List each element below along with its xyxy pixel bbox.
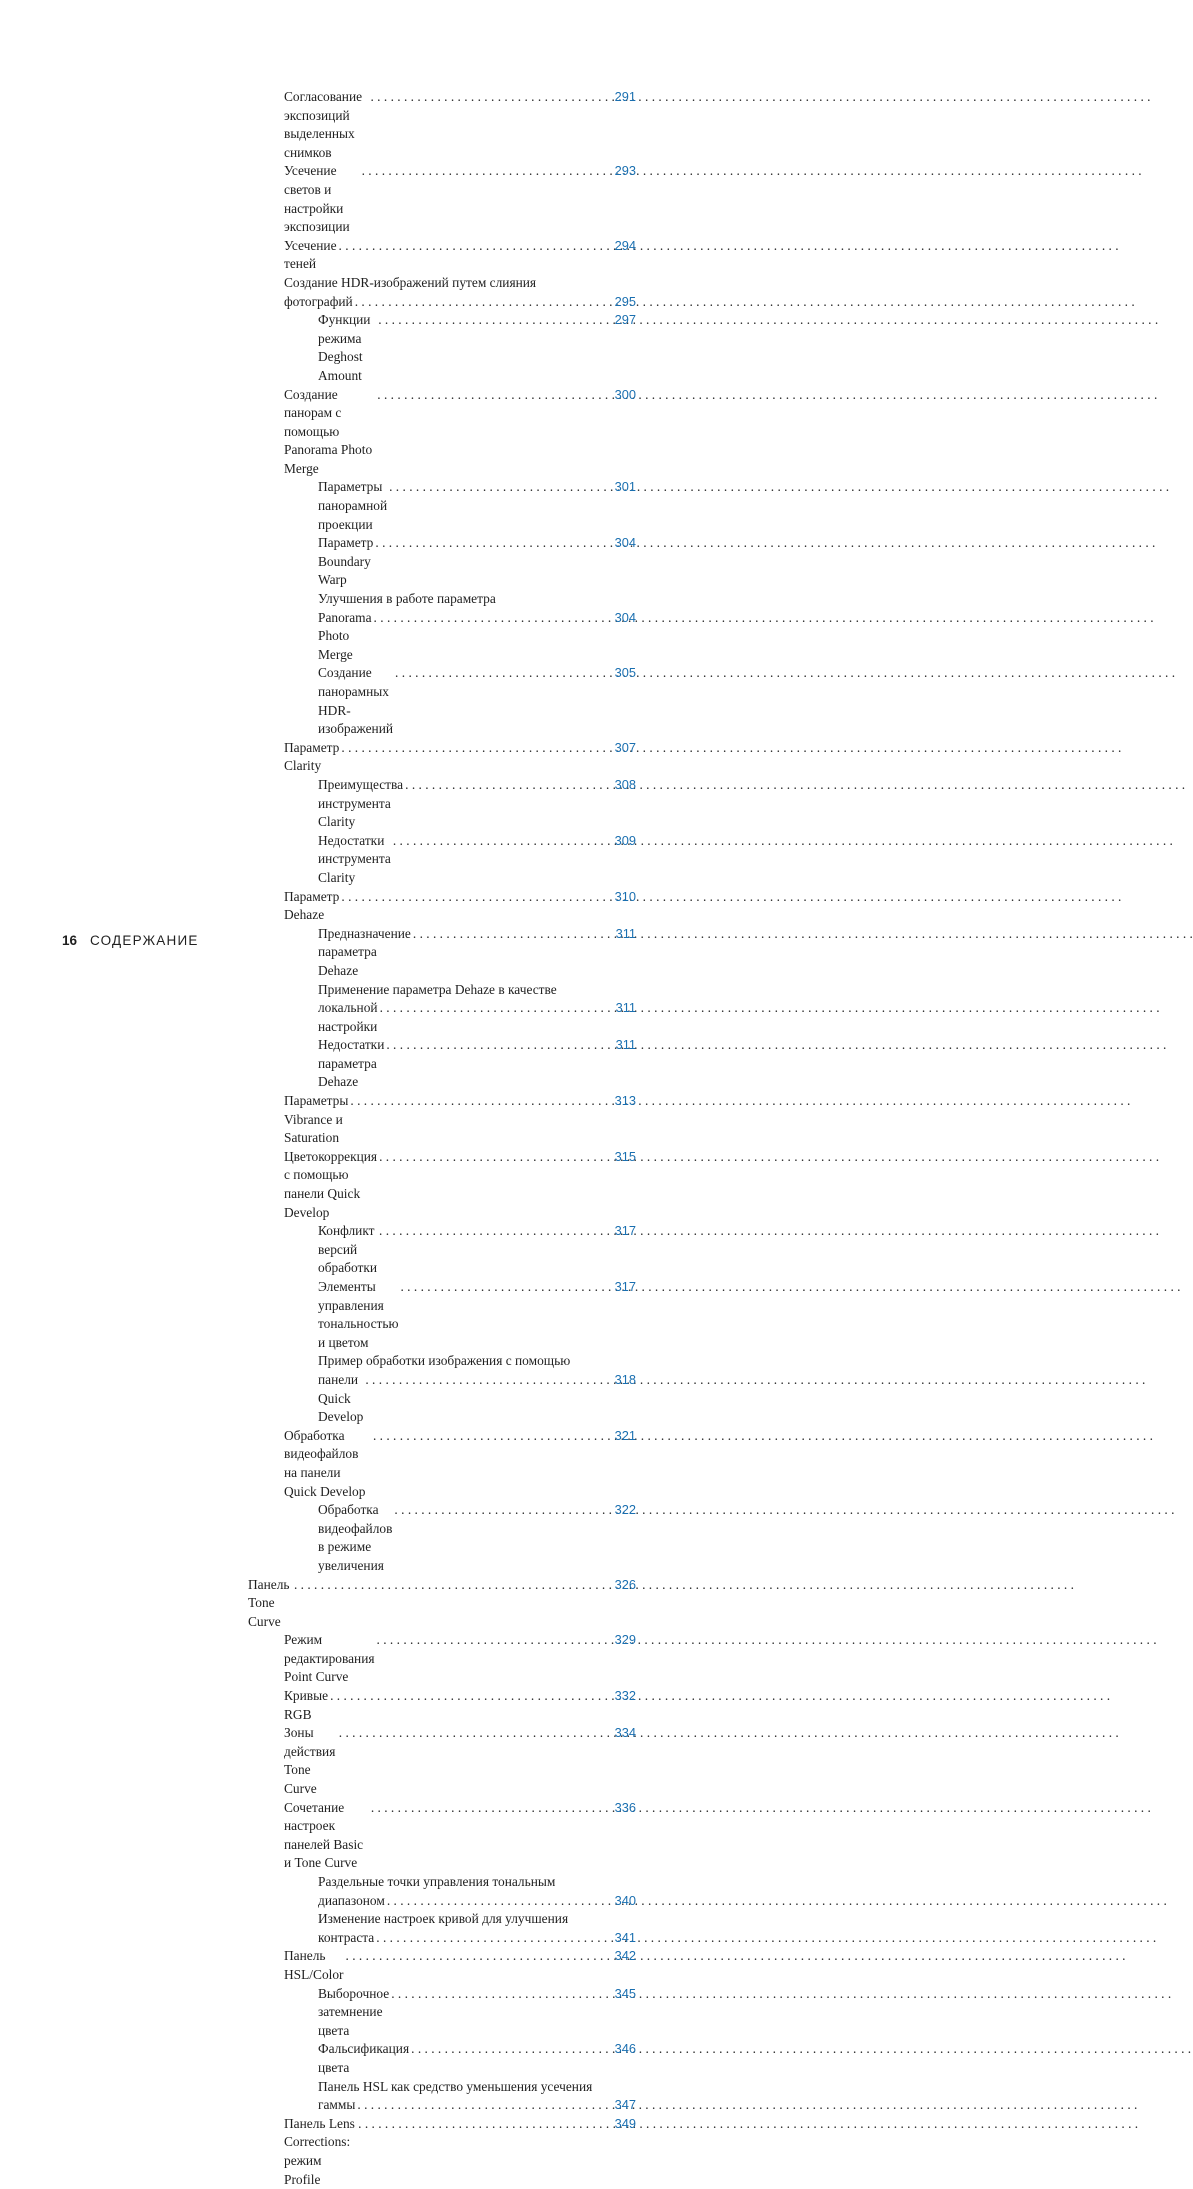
toc-entry-title: Панель Lens Corrections: режим Profile bbox=[284, 2115, 355, 2187]
toc-entry bbox=[248, 776, 636, 832]
toc-entry bbox=[248, 1501, 636, 1575]
toc-entry bbox=[248, 925, 636, 981]
dot-leader bbox=[341, 888, 612, 907]
dot-leader bbox=[294, 1576, 613, 1595]
toc-entry-title: Выборочное затемнение цвета bbox=[318, 1985, 390, 2038]
toc-page-number: 326 bbox=[614, 1576, 636, 1592]
toc-page-number: 295 bbox=[614, 293, 636, 309]
toc-entry-title: Согласование экспозиций выделенных снимков bbox=[284, 89, 363, 160]
toc-entry bbox=[248, 1427, 636, 1501]
toc-page-number: 334 bbox=[614, 1725, 636, 1741]
toc-entry bbox=[248, 1947, 636, 1984]
toc-page-number: 309 bbox=[614, 832, 636, 848]
toc-entry-title: Сочетание настроек панелей Basic и Tone Curve bbox=[284, 1799, 364, 1871]
toc-page-number: 342 bbox=[614, 1948, 636, 1964]
dot-leader bbox=[362, 162, 613, 181]
toc-page-number: 329 bbox=[614, 1632, 636, 1648]
dot-leader bbox=[355, 293, 613, 312]
toc-entry-title: Создание HDR-изображений путем слияния bbox=[284, 274, 537, 290]
toc-entry bbox=[248, 1576, 636, 1632]
toc-entry-title: Недостатки параметра Dehaze bbox=[318, 1037, 385, 1090]
toc-page-number: 341 bbox=[614, 1929, 636, 1945]
toc-entry bbox=[248, 386, 636, 479]
toc-entry-title-continued: панели Quick Develop bbox=[318, 1371, 364, 1425]
toc-entry-title: Параметр Clarity bbox=[284, 739, 340, 774]
toc-entry-title: Недостатки инструмента Clarity bbox=[318, 832, 391, 885]
dot-leader bbox=[400, 1278, 612, 1297]
toc-entry bbox=[248, 1687, 636, 1724]
toc-entry-title: Применение параметра Dehaze в качестве bbox=[318, 981, 557, 997]
dot-leader bbox=[339, 237, 613, 256]
toc-page-number: 346 bbox=[614, 2041, 636, 2057]
toc-entry bbox=[248, 981, 636, 1037]
toc-entry-title-continued: контраста bbox=[318, 1929, 375, 1945]
toc-page-number: 345 bbox=[614, 1985, 636, 2001]
toc-page-number: 321 bbox=[614, 1427, 636, 1443]
toc-entry-title: Панель HSL как средство уменьшения усечения bbox=[318, 2078, 593, 2094]
toc-entry bbox=[248, 1036, 636, 1092]
dot-leader bbox=[413, 925, 614, 944]
toc-entry bbox=[248, 1148, 636, 1222]
running-header: СОДЕРЖАНИЕ bbox=[89, 933, 199, 948]
toc-page-number: 301 bbox=[614, 479, 636, 495]
toc-entry bbox=[248, 1352, 636, 1426]
toc-entry-title: Элементы управления тональностью и цветом bbox=[318, 1279, 399, 1350]
dot-leader bbox=[395, 664, 613, 683]
toc-entry-title: Раздельные точки управления тональным bbox=[318, 1874, 556, 1889]
toc-entry-title: Функции режима Deghost Amount bbox=[318, 312, 371, 383]
dot-leader bbox=[411, 2040, 613, 2059]
toc-entry-title: Параметры панорамной проекции bbox=[318, 479, 388, 532]
toc-page-number: 317 bbox=[614, 1279, 636, 1294]
toc-entry-title: Изменение настроек кривой для улучшения bbox=[318, 1911, 569, 1927]
dot-leader bbox=[394, 1501, 612, 1520]
toc-page-number: 347 bbox=[614, 2097, 636, 2113]
toc-page-number: 336 bbox=[614, 1799, 636, 1815]
toc-entry-title-continued: локальной настройки bbox=[318, 1000, 378, 1034]
toc-entry bbox=[248, 1092, 636, 1148]
toc-page-number: 294 bbox=[614, 237, 636, 253]
toc-entry-title: Предназначение параметра Dehaze bbox=[318, 925, 411, 978]
toc-entry-title: Создание панорам с помощью Panorama Photo Merge bbox=[284, 386, 373, 476]
toc-entry-title: Цветокоррекция с помощью панели Quick Develop bbox=[284, 1148, 378, 1220]
toc-entry-title: Пример обработки изображения с помощью bbox=[318, 1353, 571, 1369]
toc-page-number: 304 bbox=[614, 609, 636, 625]
dot-leader bbox=[376, 1929, 612, 1948]
toc-page-number: 300 bbox=[614, 386, 636, 402]
page-number: 16 bbox=[62, 933, 78, 948]
toc-page-number: 311 bbox=[615, 925, 636, 941]
toc-entry-title: Панель Tone Curve bbox=[248, 1576, 290, 1629]
dot-leader bbox=[377, 386, 612, 405]
dot-leader bbox=[386, 1036, 613, 1055]
toc-entry-title: Обработка видеофайлов на панели Quick Develop bbox=[284, 1427, 366, 1499]
toc-entry bbox=[248, 2040, 636, 2077]
toc-page-number: 311 bbox=[615, 1000, 636, 1016]
toc-page-number: 313 bbox=[614, 1093, 636, 1109]
toc-entry-title: Панель HSL/Color bbox=[284, 1948, 344, 1982]
dot-leader bbox=[375, 534, 612, 553]
toc-entry bbox=[248, 2115, 636, 2189]
dot-leader bbox=[346, 1947, 613, 1966]
toc-page-number: 315 bbox=[614, 1148, 636, 1164]
toc-entry-title: Кривые RGB bbox=[284, 1688, 329, 1722]
toc-entry-title: Конфликт версий обработки bbox=[318, 1223, 378, 1276]
toc-entry bbox=[248, 1985, 636, 2041]
dot-leader bbox=[379, 1148, 613, 1167]
toc-page-number: 340 bbox=[614, 1892, 636, 1908]
toc-entry bbox=[248, 1631, 636, 1687]
dot-leader bbox=[339, 1724, 613, 1743]
toc-entry bbox=[248, 311, 636, 385]
toc-entry bbox=[248, 1910, 636, 1947]
dot-leader bbox=[379, 1222, 613, 1241]
toc-entry bbox=[248, 888, 636, 925]
toc-page-number: 322 bbox=[614, 1502, 636, 1518]
dot-leader bbox=[365, 1371, 612, 1390]
toc-entry bbox=[248, 2078, 636, 2115]
toc-entry-title: Преимущества инструмента Clarity bbox=[318, 776, 404, 830]
toc-entry bbox=[248, 534, 636, 590]
dot-leader bbox=[391, 1985, 612, 2004]
toc-entry-title: Параметры Vibrance и Saturation bbox=[284, 1093, 349, 1146]
toc-entry bbox=[248, 1222, 636, 1278]
toc-entry-title-continued: диапазоном bbox=[318, 1892, 385, 1908]
dot-leader bbox=[330, 1687, 613, 1706]
dot-leader bbox=[350, 1092, 612, 1111]
toc-entry bbox=[248, 88, 636, 162]
toc-entry bbox=[248, 590, 636, 664]
dot-leader bbox=[380, 999, 614, 1018]
toc-entry bbox=[248, 162, 636, 236]
toc-entry bbox=[248, 832, 636, 888]
toc-entry bbox=[248, 1724, 636, 1798]
dot-leader bbox=[387, 1892, 613, 1911]
toc-entry-title: Усечение теней bbox=[284, 237, 337, 272]
dot-leader bbox=[357, 2096, 612, 2115]
dot-leader bbox=[341, 739, 612, 758]
toc-page-number: 308 bbox=[614, 776, 636, 792]
toc-entry bbox=[248, 274, 636, 311]
dot-leader bbox=[377, 1631, 613, 1650]
toc-page-number: 310 bbox=[614, 888, 636, 904]
toc-page-number: 311 bbox=[615, 1037, 636, 1053]
toc-entry bbox=[248, 664, 636, 738]
toc-entry bbox=[248, 1278, 636, 1352]
toc-page-number: 318 bbox=[614, 1371, 636, 1387]
toc-entry-title: Усечение светов и настройки экспозиции bbox=[284, 163, 350, 235]
toc-entry-title: Параметр Dehaze bbox=[284, 888, 340, 923]
toc-page-number: 305 bbox=[614, 665, 636, 681]
table-of-contents bbox=[248, 88, 636, 2189]
toc-page-number: 349 bbox=[614, 2115, 636, 2131]
toc-page-number: 297 bbox=[614, 312, 636, 328]
toc-entry-title: Создание панорамных HDR-изображений bbox=[318, 665, 394, 737]
dot-leader bbox=[374, 609, 613, 628]
toc-entry-title: Улучшения в работе параметра bbox=[318, 591, 496, 607]
toc-page-number: 293 bbox=[614, 163, 636, 179]
toc-entry-title: Режим редактирования Point Curve bbox=[284, 1632, 375, 1685]
toc-entry bbox=[248, 1799, 636, 1873]
toc-entry bbox=[248, 237, 636, 274]
dot-leader bbox=[358, 2115, 613, 2134]
toc-entry bbox=[248, 478, 636, 534]
dot-leader bbox=[371, 1799, 613, 1818]
toc-entry-title: Параметр Boundary Warp bbox=[318, 535, 374, 588]
toc-entry-title: Зоны действия Tone Curve bbox=[284, 1725, 336, 1797]
toc-entry bbox=[248, 1873, 636, 1910]
toc-page-number: 304 bbox=[614, 535, 636, 551]
page-footer bbox=[62, 933, 199, 948]
toc-entry bbox=[248, 739, 636, 776]
dot-leader bbox=[389, 478, 613, 497]
toc-entry-title-continued: Panorama Photo Merge bbox=[318, 609, 372, 662]
toc-entry-title-continued: фотографий bbox=[284, 293, 353, 309]
dot-leader bbox=[378, 311, 612, 330]
toc-page-number: 307 bbox=[614, 739, 636, 755]
dot-leader bbox=[370, 88, 612, 107]
toc-page-number: 332 bbox=[614, 1688, 636, 1704]
dot-leader bbox=[393, 832, 613, 851]
toc-page-number: 317 bbox=[614, 1223, 636, 1239]
toc-entry-title: Фальсификация цвета bbox=[318, 2041, 410, 2075]
dot-leader bbox=[373, 1427, 613, 1446]
dot-leader bbox=[405, 776, 613, 795]
toc-entry-title: Обработка видеофайлов в режиме увеличения bbox=[318, 1502, 393, 1573]
toc-page-number: 291 bbox=[614, 89, 636, 104]
toc-entry-title-continued: гаммы bbox=[318, 2097, 356, 2113]
